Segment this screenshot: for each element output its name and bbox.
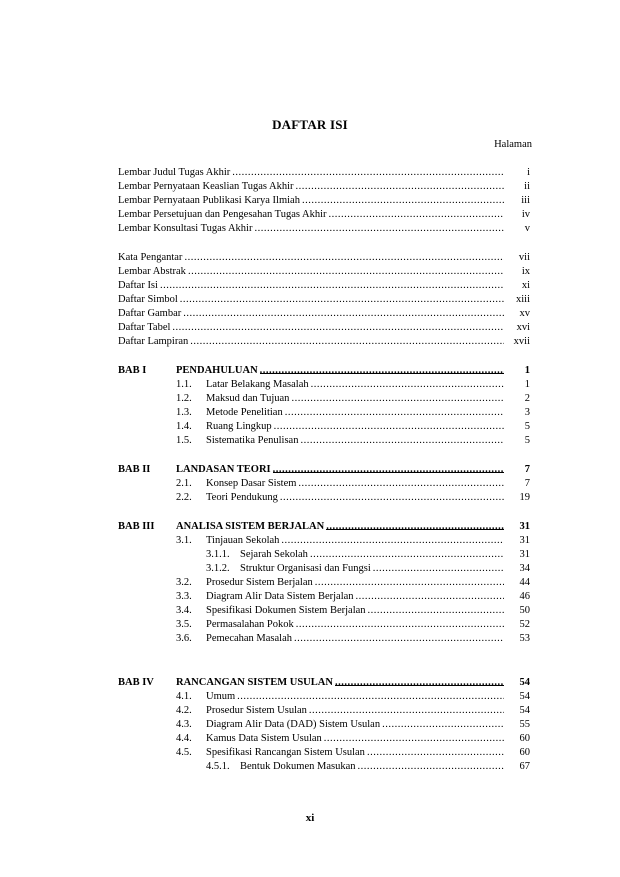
entry-page-number: iv [521, 209, 530, 220]
entry-title: Bentuk Dokumen Masukan [240, 761, 356, 772]
entry-page-number: v [524, 223, 530, 234]
toc-chapter-row [118, 520, 530, 534]
toc-row [118, 392, 530, 406]
toc-row [118, 718, 530, 732]
entry-title: Umum [206, 691, 236, 702]
entry-page-number: 5 [524, 421, 530, 432]
entry-page-number: xi [521, 280, 530, 291]
toc-row [118, 562, 530, 576]
section-number: 3.6. [176, 633, 192, 644]
section-number: 4.3. [176, 719, 192, 730]
dot-leader [260, 364, 504, 374]
toc-row [118, 406, 530, 420]
entry-page-number: 44 [519, 577, 530, 588]
toc-chapter-row [118, 364, 530, 378]
dot-leader [280, 491, 504, 505]
dot-leader [160, 279, 504, 293]
dot-leader [237, 690, 504, 704]
entry-title: Latar Belakang Masalah [206, 379, 309, 390]
entry-page-number: 53 [519, 633, 530, 644]
entry-title: Prosedur Sistem Berjalan [206, 577, 313, 588]
entry-page-number: i [527, 167, 530, 178]
toc-row [118, 265, 530, 279]
entry-title: Lembar Pernyataan Keaslian Tugas Akhir [118, 181, 294, 192]
toc-row [118, 420, 530, 434]
section-number: 4.2. [176, 705, 192, 716]
section-number: 4.4. [176, 733, 192, 744]
dot-leader [291, 392, 504, 406]
toc-row [118, 491, 530, 505]
toc-row [118, 222, 530, 236]
page-number: xi [305, 812, 315, 824]
toc-chapter-row [118, 463, 530, 477]
entry-title: Diagram Alir Data (DAD) Sistem Usulan [206, 719, 381, 730]
entry-title: RANCANGAN SISTEM USULAN [176, 677, 333, 688]
dot-leader [311, 378, 504, 392]
toc-row [118, 180, 530, 194]
entry-title: Diagram Alir Data Sistem Berjalan [206, 591, 354, 602]
dot-leader [335, 676, 504, 686]
dot-leader [382, 718, 504, 732]
toc-row [118, 590, 530, 604]
entry-page-number: xiii [515, 294, 530, 305]
entry-page-number: 50 [519, 605, 530, 616]
section-number: 2.2. [176, 492, 192, 503]
dot-leader [373, 562, 504, 576]
toc-row [118, 690, 530, 704]
dot-leader [232, 166, 504, 180]
toc-row [118, 618, 530, 632]
entry-page-number: 31 [519, 549, 530, 560]
dot-leader [302, 194, 504, 208]
entry-page-number: 1 [524, 365, 530, 376]
entry-page-number: 2 [524, 393, 530, 404]
entry-title: Sistematika Penulisan [206, 435, 299, 446]
dot-leader [368, 604, 504, 618]
toc-row [118, 632, 530, 646]
toc-row [118, 279, 530, 293]
toc-row [118, 534, 530, 548]
entry-title: PENDAHULUAN [176, 365, 258, 376]
toc-row [118, 335, 530, 349]
section-number: 4.1. [176, 691, 192, 702]
page-title: DAFTAR ISI [272, 117, 348, 132]
entry-title: Lembar Konsultasi Tugas Akhir [118, 223, 253, 234]
dot-leader [296, 618, 504, 632]
entry-title: Ruang Lingkup [206, 421, 272, 432]
entry-page-number: 60 [519, 747, 530, 758]
entry-page-number: 60 [519, 733, 530, 744]
dot-leader [273, 463, 504, 473]
entry-title: Lembar Persetujuan dan Pengesahan Tugas Akhir [118, 209, 327, 220]
entry-title: Lembar Judul Tugas Akhir [118, 167, 231, 178]
entry-page-number: ix [521, 266, 530, 277]
section-number: 3.5. [176, 619, 192, 630]
toc-chapter-row [118, 676, 530, 690]
toc-row [118, 760, 530, 774]
chapter-label: BAB II [118, 464, 151, 475]
dot-leader [326, 520, 504, 530]
dot-leader [281, 534, 504, 548]
toc-row [118, 166, 530, 180]
toc-row [118, 321, 530, 335]
section-number: 3.3. [176, 591, 192, 602]
dot-leader [324, 732, 504, 746]
page-column-label: Halaman [494, 139, 532, 150]
entry-title: Spesifikasi Rancangan Sistem Usulan [206, 747, 365, 758]
toc-row [118, 194, 530, 208]
section-number: 3.1.2. [206, 563, 230, 574]
section-number: 3.2. [176, 577, 192, 588]
dot-leader [296, 180, 504, 194]
entry-title: Kata Pengantar [118, 252, 183, 263]
entry-page-number: xvii [513, 336, 530, 347]
entry-page-number: 31 [519, 535, 530, 546]
entry-title: Konsep Dasar Sistem [206, 478, 297, 489]
chapter-label: BAB III [118, 521, 155, 532]
entry-page-number: 55 [519, 719, 530, 730]
dot-leader [183, 307, 504, 321]
toc-row [118, 434, 530, 448]
entry-page-number: ii [524, 181, 530, 192]
entry-title: Lembar Pernyataan Publikasi Karya Ilmiah [118, 195, 300, 206]
section-number: 1.2. [176, 393, 192, 404]
dot-leader [310, 548, 504, 562]
dot-leader [190, 335, 504, 349]
toc-row [118, 307, 530, 321]
chapter-label: BAB IV [118, 677, 154, 688]
entry-page-number: 31 [519, 521, 530, 532]
dot-leader [274, 420, 504, 434]
entry-page-number: vii [518, 252, 530, 263]
entry-title: Metode Penelitian [206, 407, 283, 418]
section-number: 3.1.1. [206, 549, 230, 560]
section-number: 1.5. [176, 435, 192, 446]
section-number: 4.5.1. [206, 761, 230, 772]
section-number: 3.4. [176, 605, 192, 616]
dot-leader [294, 632, 504, 646]
entry-title: Maksud dan Tujuan [206, 393, 290, 404]
dot-leader [180, 293, 504, 307]
entry-title: Daftar Lampiran [118, 336, 189, 347]
dot-leader [254, 222, 504, 236]
entry-title: Struktur Organisasi dan Fungsi [240, 563, 371, 574]
entry-title: Sejarah Sekolah [240, 549, 308, 560]
dot-leader [300, 434, 504, 448]
section-number: 1.4. [176, 421, 192, 432]
entry-title: Prosedur Sistem Usulan [206, 705, 307, 716]
dot-leader [356, 590, 504, 604]
section-number: 2.1. [176, 478, 192, 489]
toc-row [118, 604, 530, 618]
toc-row [118, 548, 530, 562]
section-number: 1.1. [176, 379, 192, 390]
entry-title: Daftar Gambar [118, 308, 182, 319]
entry-title: Kamus Data Sistem Usulan [206, 733, 322, 744]
entry-page-number: 52 [519, 619, 530, 630]
entry-page-number: 54 [519, 677, 530, 688]
section-number: 4.5. [176, 747, 192, 758]
entry-title: Daftar Simbol [118, 294, 178, 305]
dot-leader [172, 321, 504, 335]
dot-leader [184, 251, 504, 265]
entry-page-number: 5 [524, 435, 530, 446]
entry-page-number: iii [521, 195, 530, 206]
entry-page-number: 54 [519, 705, 530, 716]
entry-title: Pemecahan Masalah [206, 633, 293, 644]
dot-leader [285, 406, 504, 420]
dot-leader [358, 760, 505, 774]
toc-row [118, 378, 530, 392]
entry-page-number: 7 [524, 478, 530, 489]
entry-title: Daftar Tabel [118, 322, 171, 333]
section-number: 3.1. [176, 535, 192, 546]
entry-page-number: 19 [519, 492, 530, 503]
toc-row [118, 251, 530, 265]
toc-row [118, 477, 530, 491]
toc-row [118, 293, 530, 307]
entry-page-number: 7 [524, 464, 530, 475]
entry-page-number: 3 [524, 407, 530, 418]
toc-row [118, 732, 530, 746]
entry-page-number: 67 [519, 761, 530, 772]
entry-title: Lembar Abstrak [118, 266, 186, 277]
entry-page-number: xv [519, 308, 530, 319]
entry-title: Spesifikasi Dokumen Sistem Berjalan [206, 605, 366, 616]
chapter-label: BAB I [118, 365, 147, 376]
toc-row [118, 576, 530, 590]
entry-page-number: xvi [516, 322, 530, 333]
entry-page-number: 46 [519, 591, 530, 602]
entry-page-number: 34 [519, 563, 530, 574]
toc-row [118, 208, 530, 222]
entry-title: Tinjauan Sekolah [206, 535, 280, 546]
dot-leader [188, 265, 504, 279]
entry-title: ANALISA SISTEM BERJALAN [176, 521, 325, 532]
entry-page-number: 54 [519, 691, 530, 702]
dot-leader [298, 477, 504, 491]
section-number: 1.3. [176, 407, 192, 418]
toc-row [118, 704, 530, 718]
entry-title: Teori Pendukung [206, 492, 278, 503]
toc-row [118, 746, 530, 760]
dot-leader [315, 576, 504, 590]
dot-leader [309, 704, 504, 718]
entry-title: Permasalahan Pokok [206, 619, 294, 630]
entry-page-number: 1 [524, 379, 530, 390]
entry-title: Daftar Isi [118, 280, 158, 291]
dot-leader [367, 746, 504, 760]
dot-leader [329, 208, 504, 222]
entry-title: LANDASAN TEORI [176, 464, 271, 475]
